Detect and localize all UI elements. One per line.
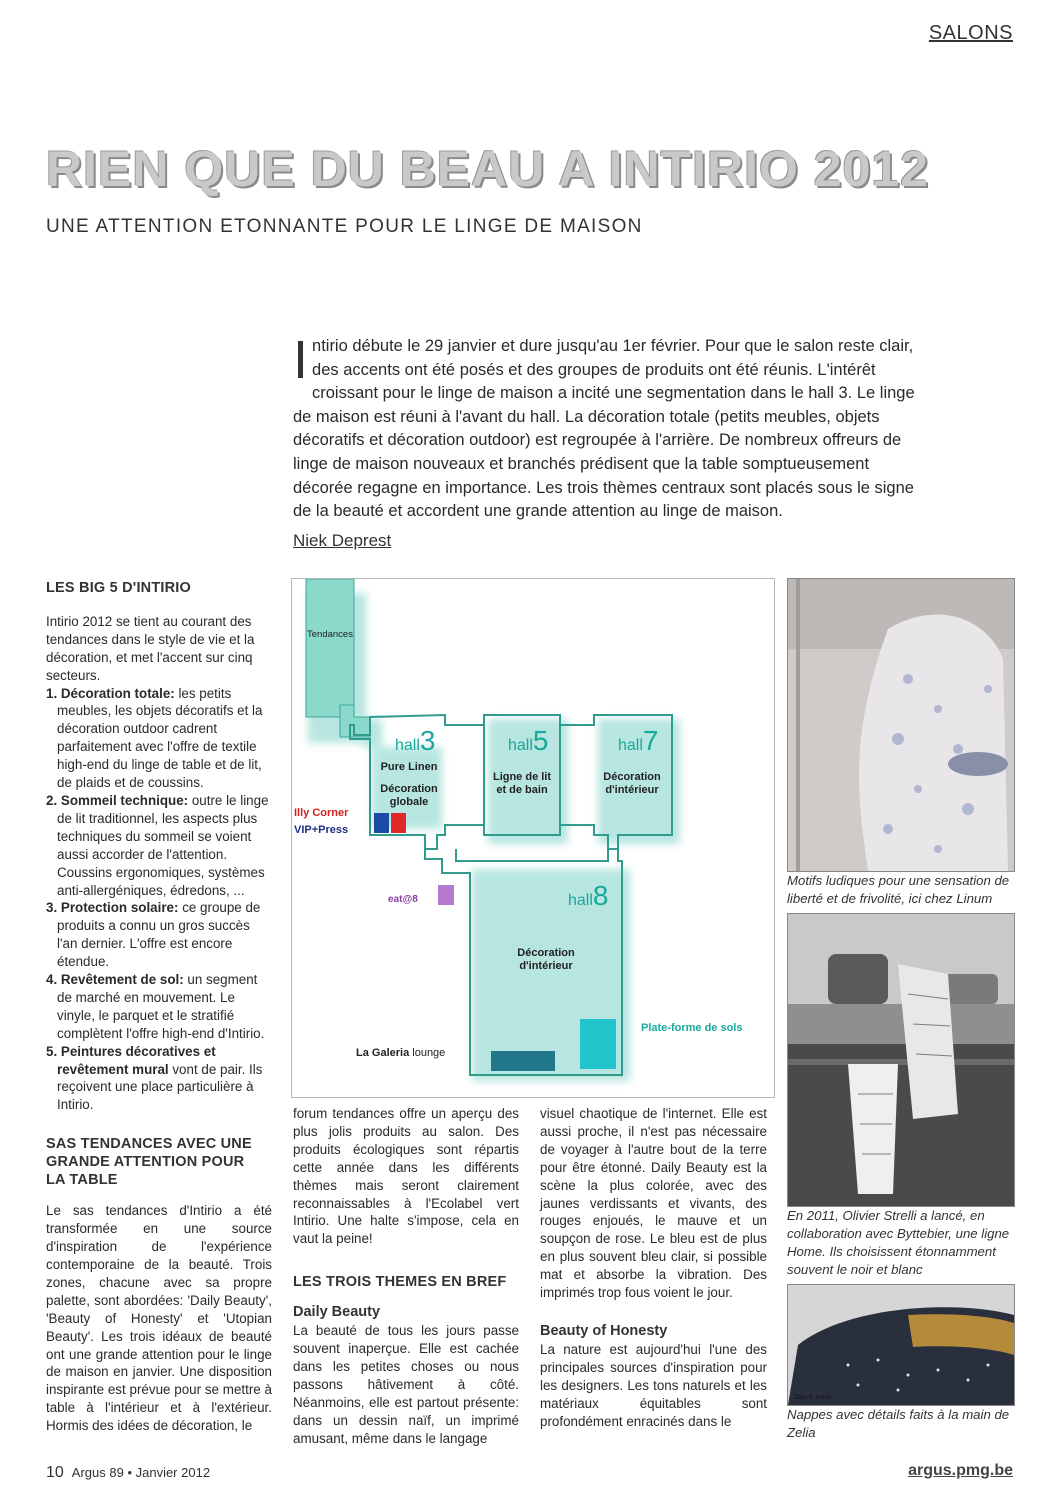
hall3-label: hall3 xyxy=(395,725,436,756)
sas-paragraph: Le sas tendances d'Intirio a été transformée en une source d'inspiration de l'expérience contemporaine de la beauté. Trois zones, chacune avec sa propre palette, sont abordées: 'Daily Beauty', 'Beauty of Honesty' et 'Utopian Beauty'. Les trois idéaux de beauté ont une grande attention pour le linge de maison en janvier. Une disposition inspirante est prévue pour se mettre à table à l'intérieur et à l'extérieur. Hormis des idées de décoration, le xyxy=(46,1203,272,1434)
illy-marker xyxy=(391,813,406,833)
tendances-label: Tendances xyxy=(307,629,353,640)
big5-intro: Intirio 2012 se tient au courant des tendances dans le style de vie et la décoration, et met l'accent sur cinq secteurs. xyxy=(46,613,255,683)
photo-zelia xyxy=(787,1284,1015,1406)
photo-linum xyxy=(787,578,1015,872)
list-item: 1. Décoration totale: les petits meubles, les objets décoratifs et la décoration outdoor cadrent parfaitement avec l'offre de textile high-end du linge de table et de lit, de plaids et de coussins. xyxy=(46,685,263,791)
ligne-lit-label-1: Ligne de lit xyxy=(492,771,552,783)
hall8-label: hall8 xyxy=(568,880,609,911)
photo-linum-illustration xyxy=(788,579,1014,871)
heading-sas-tendances: SAS TENDANCES AVEC UNE GRANDE ATTENTION POUR LA TABLE xyxy=(46,1136,252,1189)
beauty-honesty-paragraph: La nature est aujourd'hui l'une des principales sources d'inspiration pour les designers. Les tons naturels et les matériaux équitables sont profondément enracinés dans le xyxy=(540,1341,767,1429)
drop-cap: I xyxy=(293,330,309,390)
caption-zelia: Nappes avec détails faits à la main de Zelia xyxy=(787,1407,1010,1440)
article-title: RIEN QUE DU BEAU A INTIRIO 2012 xyxy=(46,141,930,197)
deco-globale-label-1: Décoration xyxy=(380,783,438,795)
plateforme-marker xyxy=(580,1019,616,1069)
hall7-label: hall7 xyxy=(618,725,659,756)
deco-globale-label-2: globale xyxy=(389,796,429,808)
intro-text: ntirio débute le 29 janvier et dure jusqu'au 1er février. Pour que le salon reste clair, des accents ont été posés et des groupes de produits ont été réunis. L'intérêt croissant pour le linge de maison a incité une segmentation dans le hall 3. Le linge de maison est réuni à l'avant du hall. La décoration totale (petits meubles, objets décoratifs et décoration outdoor) est regroupée à l'arrière. De nombreux offreurs de linge de maison nouveaux et branchés prédisent que la table somptueusement décorée regagne en importance. Les trois thèmes centraux sont placés sous le signe de la beauté et accordent une grande attention au linge de maison. xyxy=(293,337,915,521)
pure-linen-label: Pure Linen xyxy=(380,761,438,773)
left-column xyxy=(46,580,272,1435)
caption-linum: Motifs ludiques pour une sensation de liberté et de frivolité, ici chez Linum xyxy=(787,873,1010,906)
deco-int7-label-1: Décoration xyxy=(603,771,661,783)
eat8-marker xyxy=(438,885,454,905)
author-byline: Niek Deprest xyxy=(293,531,392,550)
right-column xyxy=(540,1105,767,1430)
big5-list xyxy=(46,685,272,1115)
hall-map xyxy=(291,578,775,1098)
caption-strelli: En 2011, Olivier Strelli a lancé, en collaboration avec Byttebier, une ligne Home. Ils choisissent étonnamment souvent le noir et blanc xyxy=(787,1208,1010,1277)
photo-zelia-illustration xyxy=(788,1285,1014,1405)
galeria-label: La Galeria lounge xyxy=(356,1047,446,1059)
hall-map-svg xyxy=(292,579,774,1097)
deco-int8-label-2: d'intérieur xyxy=(519,960,573,972)
middle-column xyxy=(293,1105,519,1447)
footer-site-link[interactable]: argus.pmg.be xyxy=(908,1462,1013,1479)
illy-corner-label: Illy Corner xyxy=(294,807,349,819)
section-tag: SALONS xyxy=(928,22,1013,44)
deco-int8-label-1: Décoration xyxy=(517,947,575,959)
galeria-marker xyxy=(491,1051,555,1071)
vip-marker xyxy=(374,813,389,833)
issue-info: Argus 89 • Janvier 2012 xyxy=(71,1465,211,1480)
article-subtitle: UNE ATTENTION ETONNANTE POUR LE LINGE DE MAISON xyxy=(46,216,643,237)
tendances-zone xyxy=(306,579,354,717)
hall5-label: hall5 xyxy=(508,725,549,756)
heading-trois-themes: LES TROIS THEMES EN BREF xyxy=(293,1274,507,1291)
list-item: 2. Sommeil technique: outre le linge de lit traditionnel, les aspects plus techniques du sommeil se voient aussi accorder de l'attention. Coussins ergonomiques, systèmes anti-allergéniques, édredons, ... xyxy=(46,792,269,898)
footer-left xyxy=(46,1464,210,1482)
list-item: 5. Peintures décoratives et revêtement mural vont de pair. Ils reçoivent une place particulière à Intirio. xyxy=(46,1043,263,1113)
zelia-watermark: Zelia K. home xyxy=(794,1395,832,1401)
intro-paragraph xyxy=(293,330,929,524)
heading-daily-beauty: Daily Beauty xyxy=(293,1304,381,1321)
photo-strelli xyxy=(787,913,1015,1207)
mid-paragraph-1: forum tendances offre un aperçu des plus jolis produits au salon. Des produits écologiques sont répartis cette année dans les différents thèmes mais seront clairement reconnaissables à l'Ecolabel vert Intirio. Une halte s'impose, cela en vaut la peine! xyxy=(293,1106,519,1247)
eat8-label: eat@8 xyxy=(388,894,418,905)
list-item: 4. Revêtement de sol: un segment de marché en mouvement. Le vinyle, le parquet et le stratifié complètent l'offre high-end d'Intirio. xyxy=(46,972,265,1041)
page-number: 10 xyxy=(46,1464,64,1481)
deco-int7-label-2: d'intérieur xyxy=(605,784,659,796)
right-paragraph-1: visuel chaotique de l'internet. Elle est aussi proche, il n'est pas nécessaire de voyager à l'autre bout de la terre pour être étonné. Daily Beauty est la scène la plus colorée, avec des jaunes verdissants et vivants, des rouges enjoués, le mauve et un soupçon de rose. Le bleu est de plus en plus souvent bleu clair, si possible mat et absorbe la vibration. Des imprimés trop fous voient le jour. xyxy=(540,1106,767,1301)
list-item: 3. Protection solaire: ce groupe de produits a connu un gros succès l'an dernier. L'offre est encore étendue. xyxy=(46,900,261,970)
photo-strelli-illustration xyxy=(788,914,1014,1206)
heading-big5: LES BIG 5 D'INTIRIO xyxy=(46,580,192,596)
plateforme-label: Plate-forme de sols xyxy=(641,1022,743,1034)
ligne-lit-label-2: et de bain xyxy=(496,784,548,796)
heading-beauty-honesty: Beauty of Honesty xyxy=(540,1322,668,1339)
daily-beauty-paragraph: La beauté de tous les jours passe souvent inaperçue. Elle est cachée dans les petites choses ou nous passons hâtivement à côté. Néanmoins, elle est partout présente: dans un dessin naïf, un imprimé amusant, même dans le langage xyxy=(293,1323,519,1446)
vip-press-label: VIP+Press xyxy=(294,824,349,836)
